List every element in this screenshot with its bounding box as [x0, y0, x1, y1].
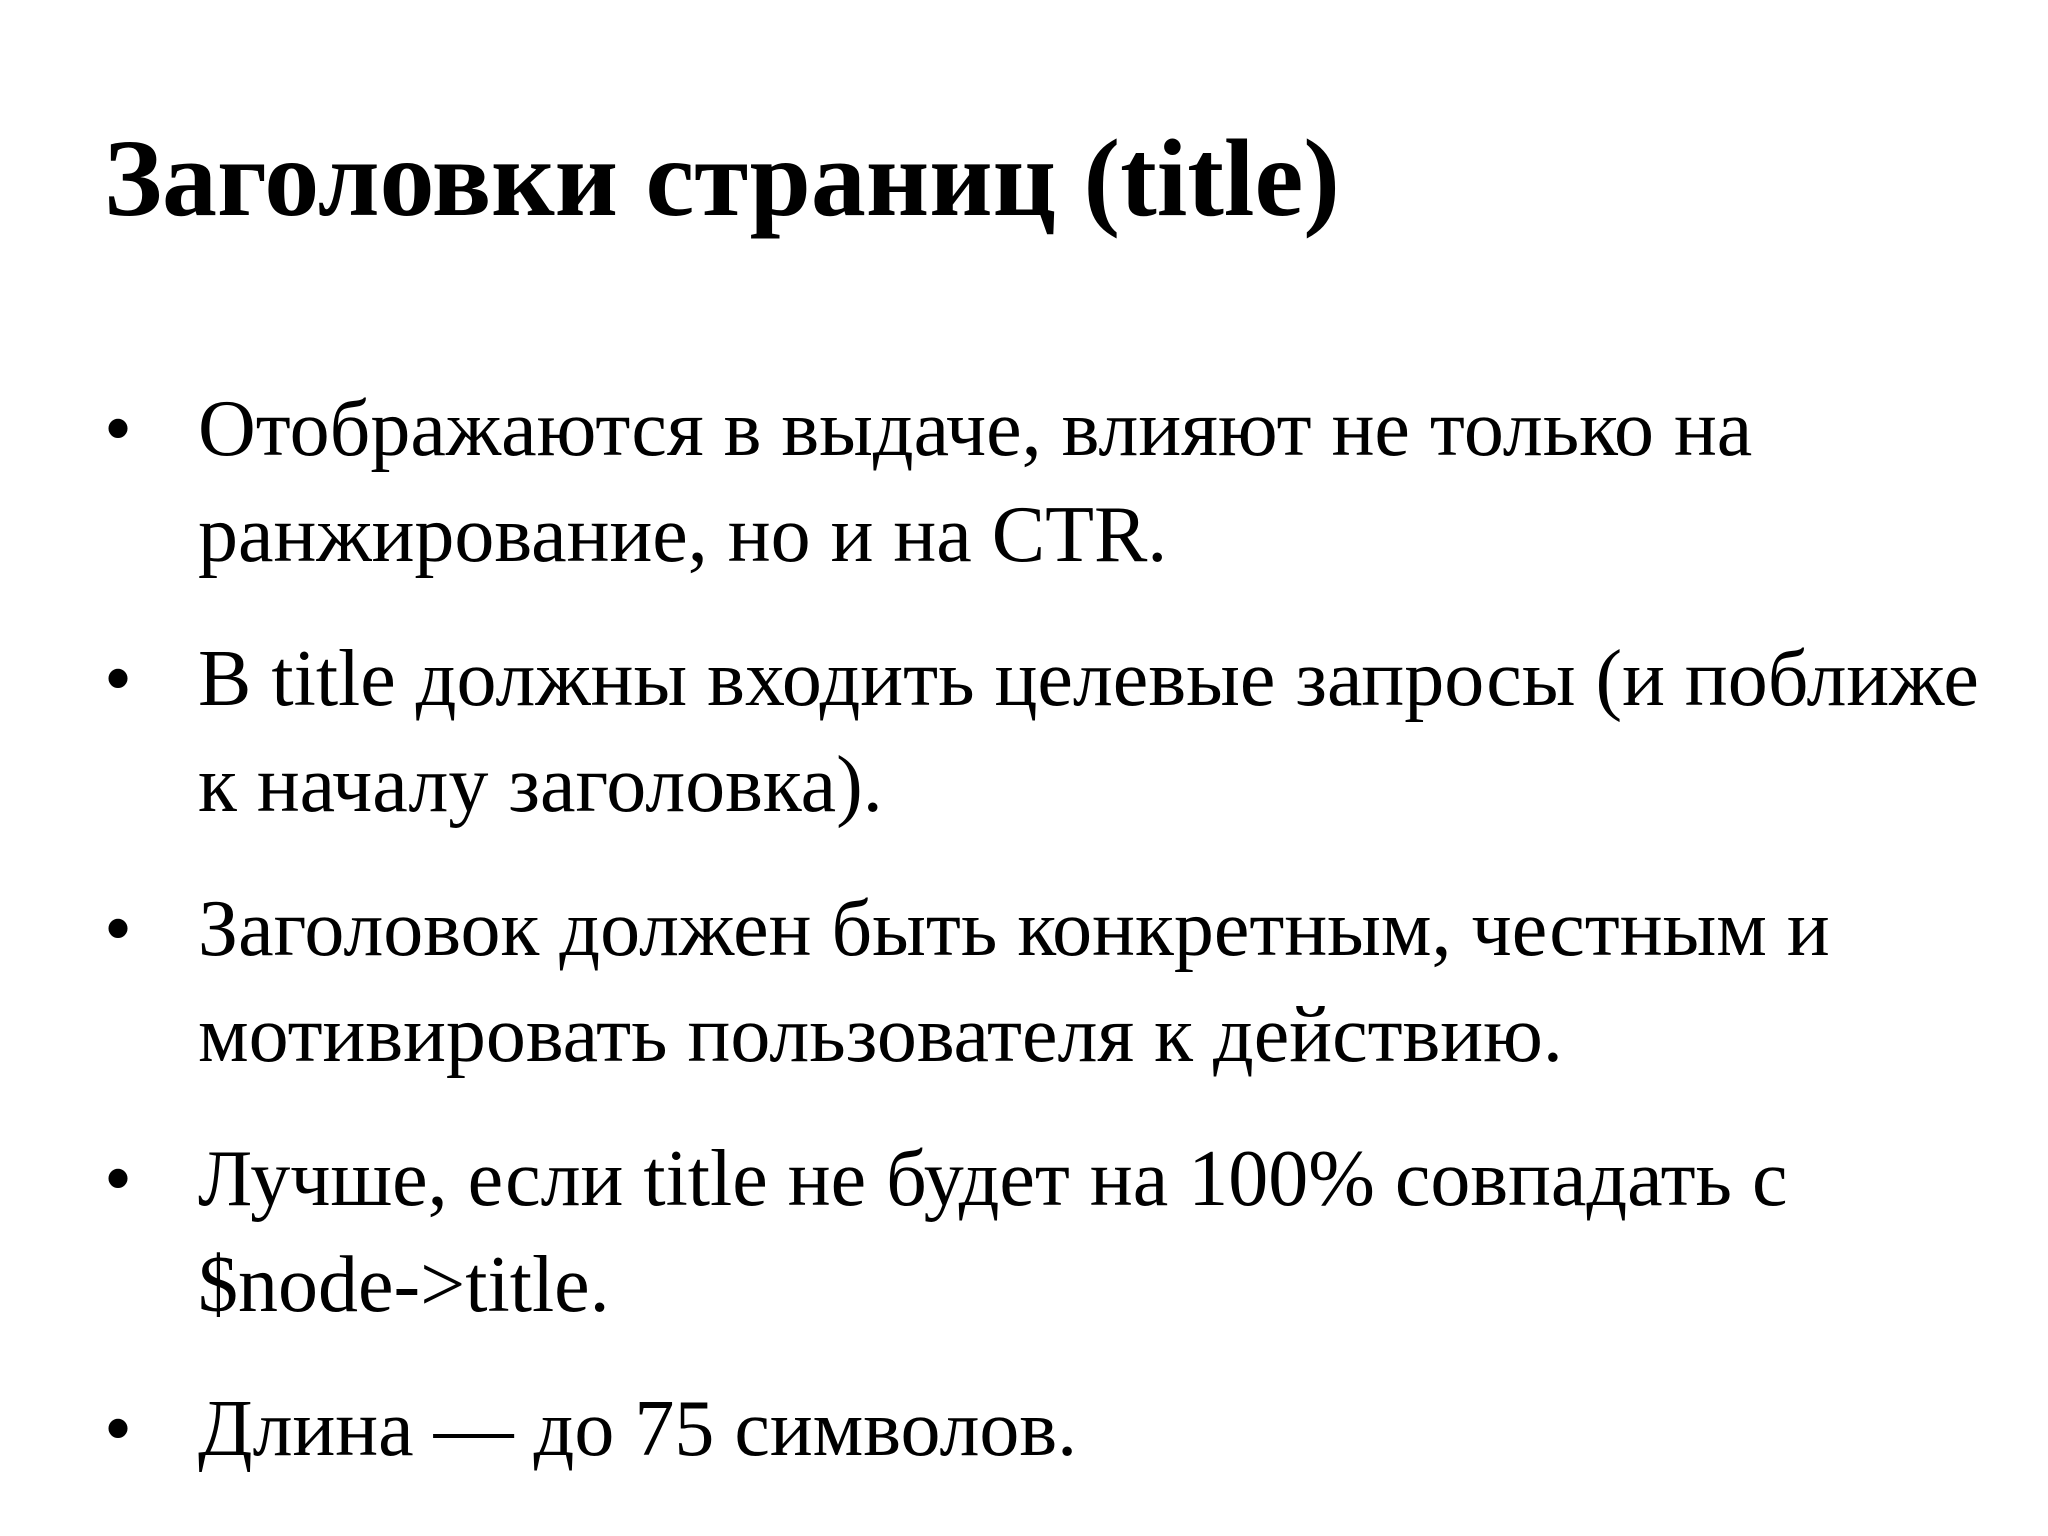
bullet-item [104, 1376, 1984, 1482]
bullet-text: Отображаются в выдаче, влияют не только на ранжирование, но и на CTR. [198, 385, 1753, 579]
bullet-item [104, 376, 1984, 588]
bullet-mark: • [104, 635, 133, 723]
bullet-text: Длина — до 75 символов. [198, 1385, 1078, 1473]
bullet-text: Заголовок должен быть конкретным, честным и мотивировать пользователя к действию. [198, 885, 1830, 1079]
bullet-text: Лучше, если title не будет на 100% совпадать с $node->title. [198, 1135, 1788, 1329]
bullet-list [104, 376, 1984, 1520]
bullet-mark: • [104, 1135, 133, 1223]
bullet-mark: • [104, 885, 133, 973]
bullet-mark: • [104, 385, 133, 473]
bullet-text: В title должны входить целевые запросы (и поближе к началу заголовка). [198, 635, 1979, 829]
bullet-item [104, 876, 1984, 1088]
bullet-item [104, 626, 1984, 838]
bullet-mark: • [104, 1385, 133, 1473]
bullet-item [104, 1126, 1984, 1338]
slide-title: Заголовки страниц (title) [104, 117, 1340, 239]
